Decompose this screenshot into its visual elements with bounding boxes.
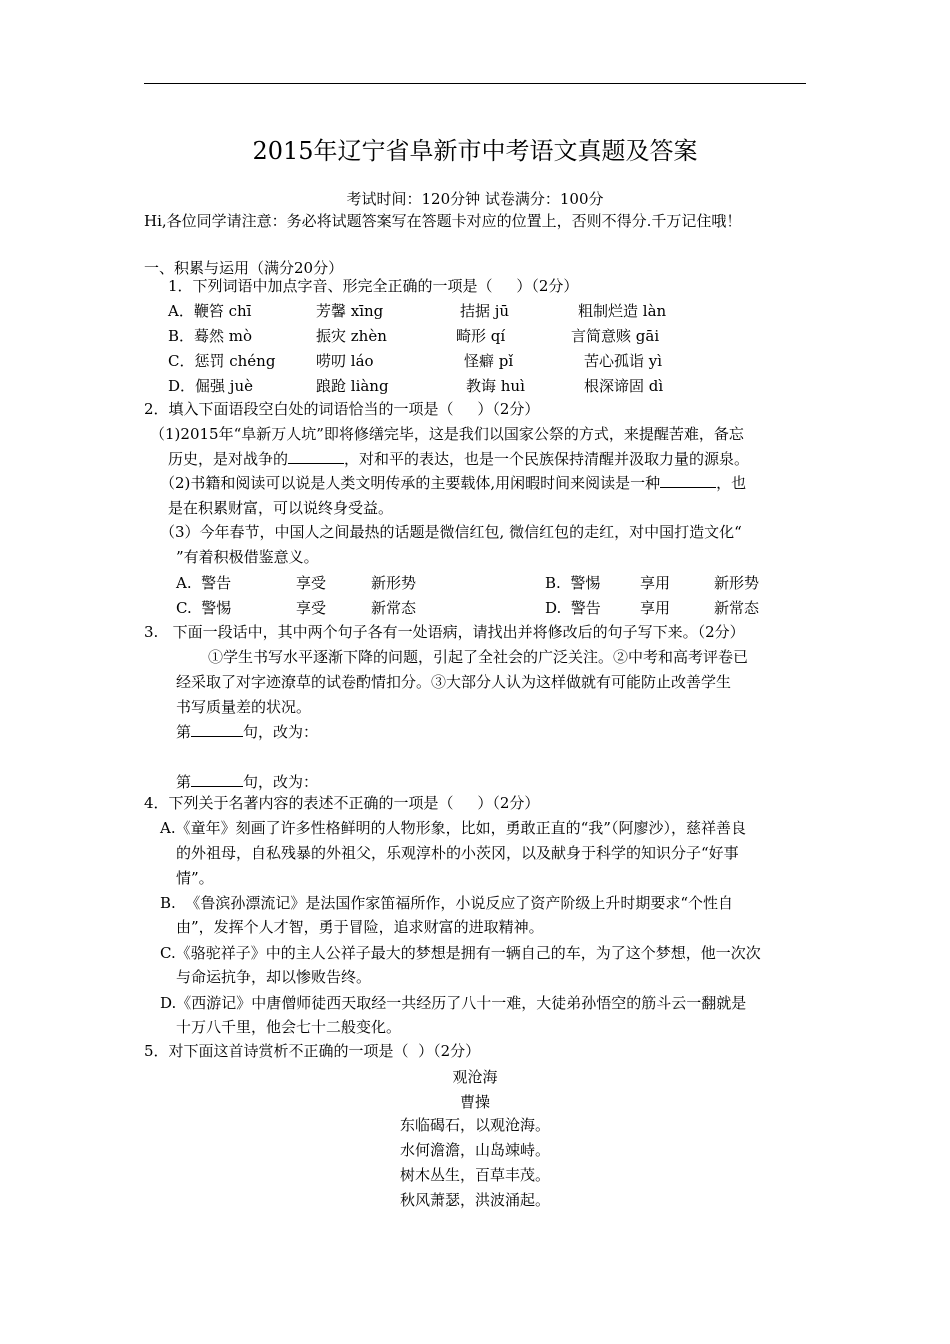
q4-option-d-line1: D.《西游记》中唐僧师徒西天取经一共经历了八十一难，大徒弟孙悟空的筋斗云一翻就是 [160,994,747,1012]
q4-option-a-line3: 情”。 [176,869,214,887]
q2-option-a: A. 警告 [176,574,232,592]
q4-option-a-line2: 的外祖母，自私残暴的外祖父，乐观淳朴的小茨冈，以及献身于科学的知识分子“好事 [176,844,739,862]
section-heading: 一、积累与运用（满分20分） [144,259,344,277]
q2-option-d-2: 享用 [640,599,671,617]
q2-option-b-3: 新形势 [714,574,760,592]
question-3-para-1: ①学生书写水平逐渐下降的问题，引起了全社会的广泛关注。②中考和高考评卷已 [208,648,749,666]
q4-option-c-line2: 与命运抗争，却以惨败告终。 [176,968,372,986]
question-3-stem: 3. 下面一段话中，其中两个句子各有一处语病，请找出并将修改后的句子写下来。（2分） [144,623,745,641]
page-title: 2015年辽宁省阜新市中考语文真题及答案 [252,137,698,165]
q2-option-c-3: 新常态 [371,599,417,617]
q2-option-c-2: 享受 [296,599,327,617]
question-2-para-3a: （3）今年春节，中国人之间最热的话题是微信红包, 微信红包的走红，对中国打造文化“ [160,523,742,541]
option-c-4: 苦心孤诣 yì [584,352,663,370]
question-2-para-1a: （1)2015年“阜新万人坑”即将修缮完毕，这是我们以国家公祭的方式，来提醒苦难，备忘 [150,425,744,443]
option-a-2: 芳馨 xīng [316,302,384,320]
q2-option-a-3: 新形势 [371,574,417,592]
option-d-2: 踉跄 liàng [316,377,389,395]
option-c-1: C．惩罚 chéng [168,352,276,370]
q4-option-c-line1: C.《骆驼祥子》中的主人公祥子最大的梦想是拥有一辆自己的车，为了这个梦想，他一次次 [160,944,761,962]
option-d-4: 根深谛固 dì [584,377,664,395]
question-2-stem: 2．填入下面语段空白处的词语恰当的一项是（ ）（2分） [144,400,540,418]
q2-option-d-3: 新常态 [714,599,760,617]
q4-option-a-line1: A.《童年》刻画了许多性格鲜明的人物形象，比如，勇敢正直的“我”（阿廖沙），慈祥善良 [160,819,746,837]
option-a-1: A．鞭笞 chī [168,302,252,320]
question-1-stem: 1．下列词语中加点字音、形完全正确的一项是（ ）（2分） [168,277,579,295]
question-2-para-2a: （2)书籍和阅读可以说是人类文明传承的主要载体,用闲暇时间来阅读是一种 ，也 [160,474,747,492]
q2-option-b-2: 享用 [640,574,671,592]
option-d-3: 教诲 huì [466,377,525,395]
q2-option-a-2: 享受 [296,574,327,592]
poem-author: 曹操 [459,1093,490,1111]
option-b-4: 言简意赅 gāi [571,327,660,345]
option-c-3: 怪癖 pǐ [464,352,514,370]
question-2-para-2b: 是在积累财富，可以说终身受益。 [168,499,394,517]
q4-option-b-line2: 由”，发挥个人才智，勇于冒险，追求财富的进取精神。 [176,918,544,936]
option-a-4: 粗制烂造 làn [578,302,667,320]
option-b-1: B．蓦然 mò [168,327,253,345]
option-c-2: 唠叨 láo [316,352,374,370]
question-4-stem: 4．下列关于名著内容的表述不正确的一项是（ ）（2分） [144,794,540,812]
q4-option-d-line2: 十万八千里，他会七十二般变化。 [176,1018,402,1036]
answer-blank-1[interactable] [191,722,243,737]
question-5-stem: 5．对下面这首诗赏析不正确的一项是（ ）（2分） [144,1042,481,1060]
question-2-para-3b: ”有着积极借鉴意义。 [176,548,319,566]
q2-option-b: B. 警惕 [545,574,601,592]
poem-line: 水何澹澹，山岛竦峙。 [399,1141,550,1159]
exam-info: 考试时间：120分钟 试卷满分：100分 [346,190,604,208]
fill-blank-1[interactable] [288,449,344,464]
question-3-answer-1: 第 句，改为： [176,723,319,741]
option-d-1: D．倔强 juè [168,377,253,395]
poem-line: 东临碣石，以观沧海。 [399,1116,550,1134]
poem-line: 秋风萧瑟，洪波涌起。 [399,1191,550,1209]
header-rule [144,83,806,84]
q4-option-b-line1: B. 《鲁滨孙漂流记》是法国作家笛福所作，小说反应了资产阶级上升时期要求“个性自 [160,894,733,912]
q2-option-d: D. 警告 [545,599,601,617]
q2-option-c: C. 警惕 [176,599,232,617]
option-a-3: 拮据 jū [460,302,510,320]
answer-blank-2[interactable] [191,772,243,787]
notice-text: Hi,各位同学请注意：务必将试题答案写在答题卡对应的位置上，否则不得分.千万记住哦！ [144,212,742,230]
poem-line: 树木丛生，百草丰茂。 [399,1166,550,1184]
question-3-para-2: 经采取了对字迹潦草的试卷酌情扣分。③大部分人认为这样做就有可能防止改善学生 [176,673,732,691]
option-b-3: 畸形 qí [456,327,506,345]
fill-blank-2[interactable] [660,473,716,488]
option-b-2: 振灾 zhèn [316,327,387,345]
poem-title: 观沧海 [452,1068,498,1086]
question-3-para-3: 书写质量差的状况。 [176,698,312,716]
question-3-answer-2: 第 句，改为： [176,773,319,791]
question-2-para-1b: 历史，是对战争的 ，对和平的表达，也是一个民族保持清醒并汲取力量的源泉。 [168,450,750,468]
